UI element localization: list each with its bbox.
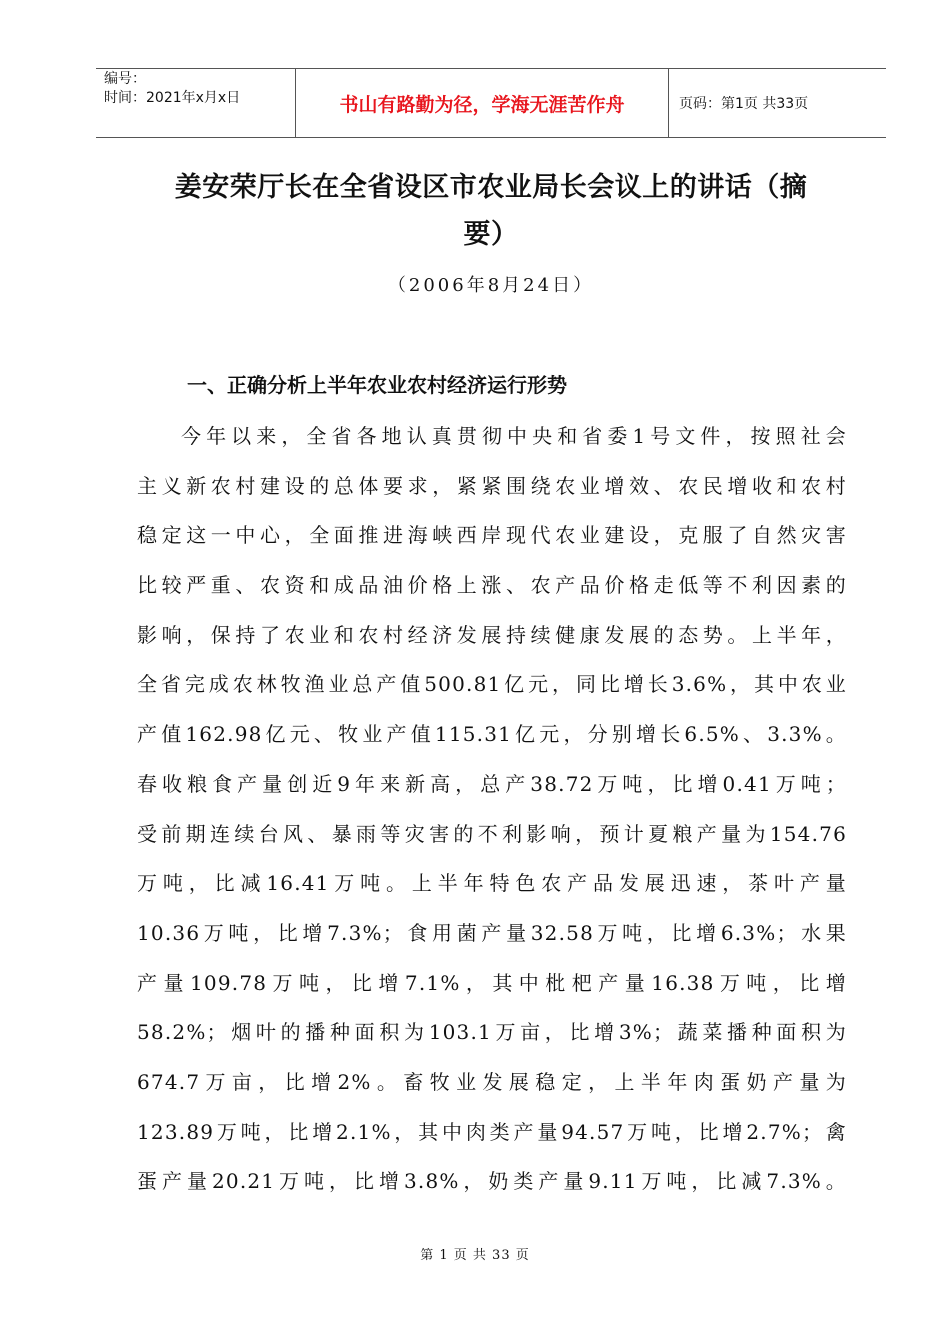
body-paragraph: [137, 416, 847, 1211]
paragraph-line: 春收粮食产量创近9年来新高，总产38.72万吨，比增0.41万吨；: [137, 771, 847, 796]
paragraph-line: 万吨，比减16.41万吨。上半年特色农产品发展迅速，茶叶产量: [137, 871, 847, 896]
header-motto: 书山有路勤为径，学海无涯苦作舟: [296, 69, 669, 137]
paragraph-line: 受前期连续台风、暴雨等灾害的不利影响，预计夏粮产量为154.76: [137, 821, 847, 846]
paragraph-line: 产值162.98亿元、牧业产值115.31亿元，分别增长6.5%、3.3%。: [137, 722, 847, 747]
paragraph-line: 10.36万吨，比增7.3%；食用菌产量32.58万吨，比增6.3%；水果: [137, 920, 847, 945]
paragraph-line: 主义新农村建设的总体要求，紧紧围绕农业增效、农民增收和农村: [137, 473, 847, 498]
page-footer: 第 1 页 共 33 页: [420, 1248, 530, 1263]
paragraph-line: 58.2%；烟叶的播种面积为103.1万亩，比增3%；蔬菜播种面积为: [137, 1020, 847, 1045]
time-label: 时间：2021年x月x日: [104, 90, 241, 106]
paragraph-line: 674.7万亩，比增2%。畜牧业发展稳定，上半年肉蛋奶产量为: [137, 1069, 847, 1094]
paragraph-line: 影响，保持了农业和农村经济发展持续健康发展的态势。上半年，: [137, 622, 847, 647]
paragraph-line: 全省完成农林牧渔业总产值500.81亿元，同比增长3.6%，其中农业: [137, 672, 847, 697]
number-label: 编号：: [104, 71, 146, 87]
paragraph-line: 今年以来，全省各地认真贯彻中央和省委1号文件，按照社会: [181, 424, 847, 448]
paragraph-line: 产量109.78万吨，比增7.1%，其中枇杷产量16.38万吨，比增: [137, 970, 847, 995]
header-meta: [96, 69, 296, 137]
document-title: [136, 164, 846, 258]
paragraph-line: 稳定这一中心，全面推进海峡西岸现代农业建设，克服了自然灾害: [137, 523, 847, 548]
section-heading: 一、正确分析上半年农业农村经济运行形势: [187, 373, 567, 397]
paragraph-line: 比较严重、农资和成品油价格上涨、农产品价格走低等不利因素的: [137, 573, 847, 598]
paragraph-line: 蛋产量20.21万吨，比增3.8%，奶类产量9.11万吨，比减7.3%。: [137, 1169, 847, 1194]
paragraph-line: 123.89万吨，比增2.1%，其中肉类产量94.57万吨，比增2.7%；禽: [137, 1119, 847, 1144]
header-page-info: 页码：第1页 共33页: [679, 96, 809, 112]
title-line-1: 姜安荣厅长在全省设区市农业局长会议上的讲话（摘: [174, 172, 808, 203]
page-header: [96, 68, 886, 138]
document-date: （2006年8月24日）: [387, 275, 595, 296]
title-line-2: 要）: [463, 219, 519, 250]
